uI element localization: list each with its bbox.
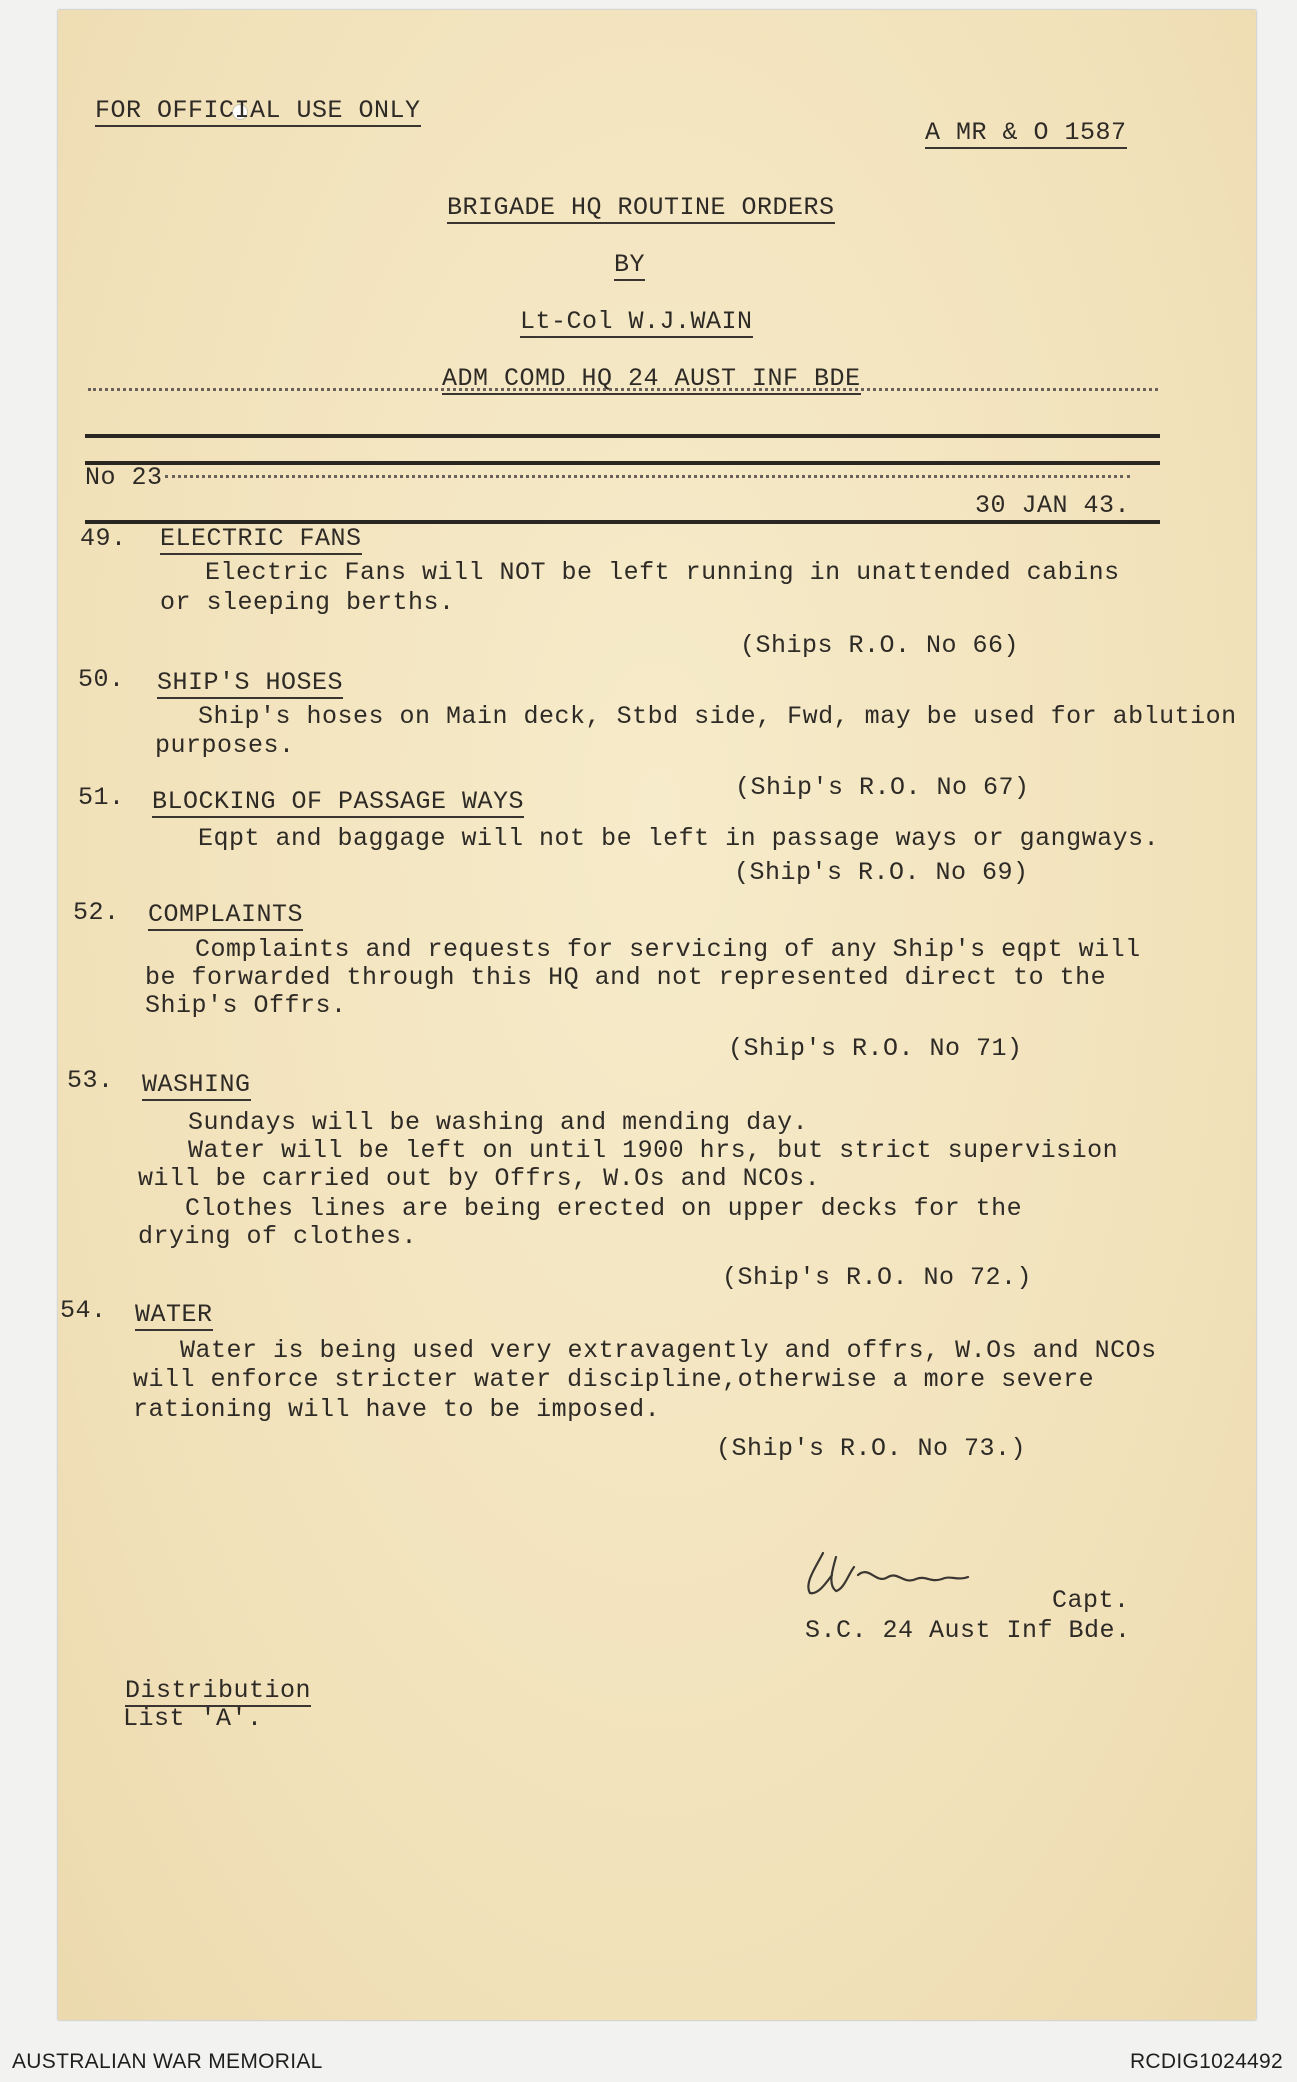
item-heading: WATER: [135, 1300, 213, 1329]
item-number: 52.: [73, 898, 120, 927]
dotted-rule-order: [165, 475, 1130, 478]
classification-marking: FOR OFFICIAL USE ONLY: [95, 96, 421, 125]
item-number: 54.: [60, 1296, 107, 1325]
title-line-4: ADM COMD HQ 24 AUST INF BDE: [442, 364, 861, 393]
rule-middle: [85, 461, 1160, 465]
rule-top: [85, 434, 1160, 438]
item-reference: (Ship's R.O. No 67): [735, 773, 1030, 802]
signatory-appointment: S.C. 24 Aust Inf Bde.: [805, 1616, 1131, 1645]
item-text: be forwarded through this HQ and not represented direct to the: [145, 963, 1107, 992]
item-text: rationing will have to be imposed.: [133, 1395, 661, 1424]
item-text: Complaints and requests for servicing of any Ship's eqpt will: [195, 935, 1141, 964]
distribution-list: List 'A'.: [123, 1704, 263, 1733]
item-reference: (Ship's R.O. No 73.): [716, 1434, 1027, 1463]
title-line-2: BY: [614, 250, 646, 279]
item-text: Electric Fans will NOT be left running in unattended cabins: [205, 558, 1120, 587]
item-text: Eqpt and baggage will not be left in passage ways or gangways.: [198, 824, 1160, 853]
title-line-1: BRIGADE HQ ROUTINE ORDERS: [447, 193, 835, 222]
item-text: Ship's Offrs.: [145, 991, 347, 1020]
file-reference: A MR & O 1587: [925, 118, 1127, 147]
item-reference: (Ship's R.O. No 69): [734, 858, 1029, 887]
item-number: 50.: [78, 665, 125, 694]
item-reference: (Ships R.O. No 66): [740, 631, 1020, 660]
item-heading: COMPLAINTS: [148, 900, 304, 929]
archive-credit: AUSTRALIAN WAR MEMORIAL: [12, 2050, 323, 2073]
dotted-rule-top: [88, 388, 1158, 391]
order-number: No 23: [85, 463, 163, 492]
title-line-3: Lt-Col W.J.WAIN: [520, 307, 753, 336]
order-date: 30 JAN 43.: [975, 491, 1131, 520]
item-text: Ship's hoses on Main deck, Stbd side, Fwd, may be used for ablution: [198, 702, 1237, 731]
item-reference: (Ship's R.O. No 72.): [722, 1263, 1033, 1292]
item-heading: BLOCKING OF PASSAGE WAYS: [152, 787, 525, 816]
distribution-label: Distribution: [125, 1676, 312, 1705]
archive-identifier: RCDIG1024492: [1129, 2050, 1283, 2073]
item-text: drying of clothes.: [138, 1222, 418, 1251]
item-heading: ELECTRIC FANS: [160, 524, 362, 553]
signatory-rank: Capt.: [1052, 1586, 1130, 1615]
item-text: Clothes lines are being erected on upper decks for the: [185, 1194, 1023, 1223]
item-reference: (Ship's R.O. No 71): [728, 1034, 1023, 1063]
item-number: 49.: [80, 524, 127, 553]
item-heading: WASHING: [142, 1070, 251, 1099]
item-heading: SHIP'S HOSES: [157, 668, 344, 697]
item-text: Water will be left on until 1900 hrs, but strict supervision: [188, 1136, 1119, 1165]
handwritten-signature: [798, 1545, 1043, 1605]
item-text: Sundays will be washing and mending day.: [188, 1108, 809, 1137]
item-text: purposes.: [155, 731, 295, 760]
item-text: will be carried out by Offrs, W.Os and NCOs.: [138, 1164, 821, 1193]
item-number: 51.: [78, 783, 125, 812]
item-number: 53.: [67, 1066, 114, 1095]
item-text: or sleeping berths.: [160, 588, 455, 617]
item-text: Water is being used very extravagently and offrs, W.Os and NCOs: [180, 1336, 1157, 1365]
item-text: will enforce stricter water discipline,otherwise a more severe: [133, 1365, 1095, 1394]
